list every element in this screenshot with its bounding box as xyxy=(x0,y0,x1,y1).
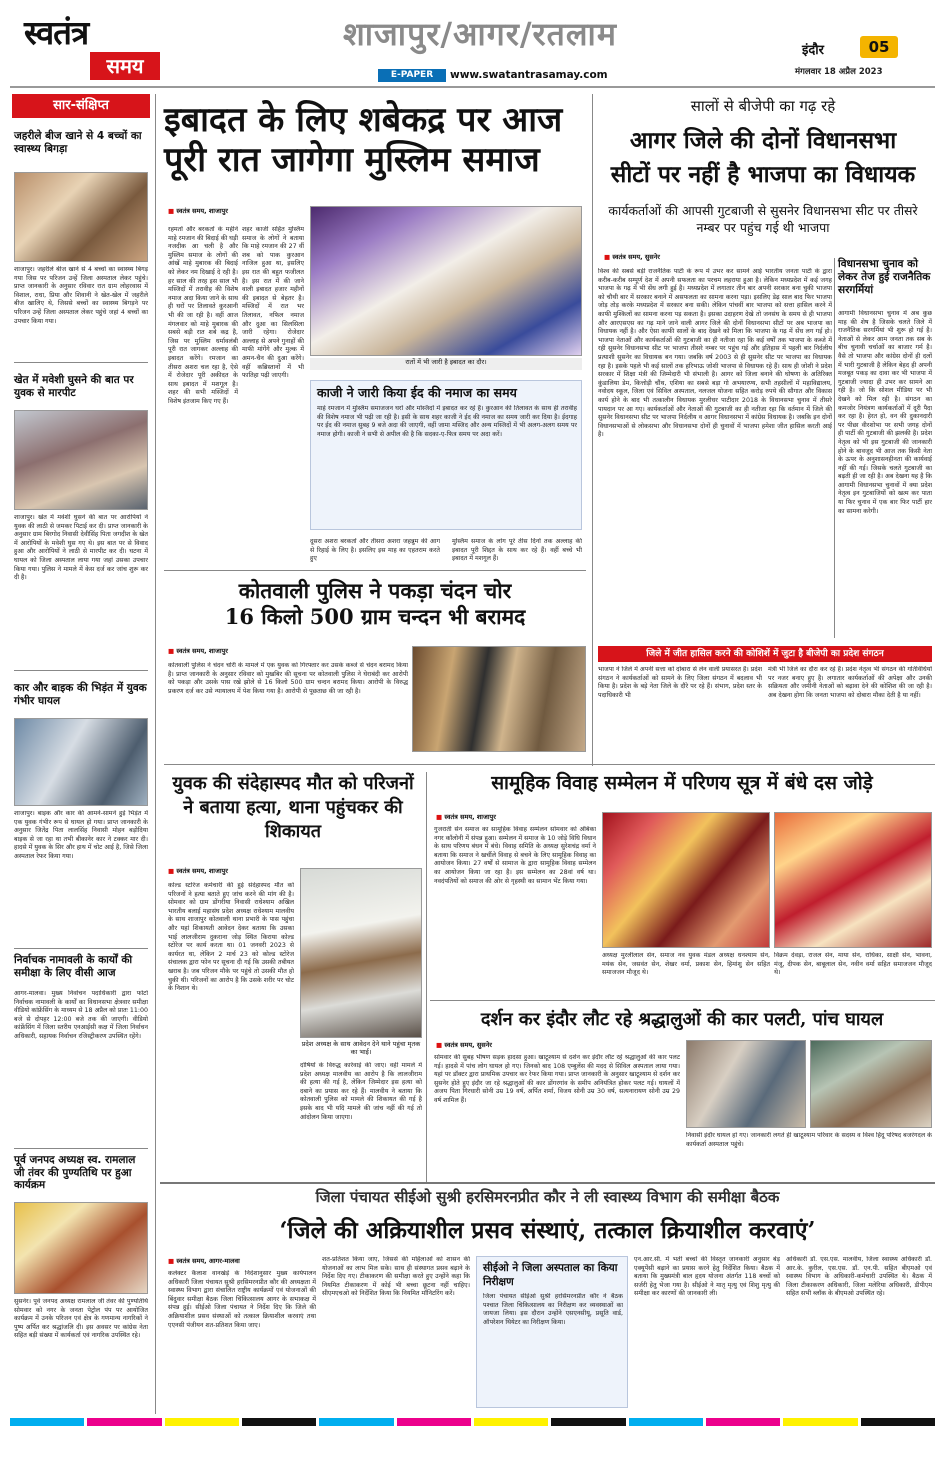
sidebar-item-text: शाजापुर। बाइक और कार की आमने-सामने हुई भिड़ंत में एक युवक गंभीर रूप से घायल हो गया। प्राप्त जानकारी के अनुसार जितेंद्र पिता लालसिंह निवासी मोहन बड़ोदिया बाइक से जा रहा था तभी बीकानेर कार ने टक्कर मार दी। हादसे में युवक के सिर और हाथ में चोट आई है, जिसे जिला अस्पताल रेफर किया गया। xyxy=(14,810,148,860)
accident-photo-left xyxy=(686,1040,806,1128)
health-col1: कलेक्टर कैलाश वानखेड़े के निर्देशानुसार मुख्य कार्यपालन अधिकारी जिला पंचायत सुश्री हरसिमरनप्रीत कौर की अध्यक्षता में स्वास्थ्य विभाग द्वारा संचालित राष्ट्रीय कार्यक्रमों एवं योजनाओं की बिंदुवार समीक्षा बैठक जिला चिकित्सालय आगर के सभाकक्ष में संपन्न हुई। सीईओ जिला पंचायत ने निर्देश दिए कि जिले की अक्रियाशील प्रसव संस्थाओं को तत्काल क्रियाशील करवाएं तथा एएनसी पंजीयन शत-प्रतिशत किया जाए। xyxy=(168,1270,316,1329)
sidebar-item-photo xyxy=(14,172,148,262)
police-text: कोतवाली पुलिस ने चंदन चोरी के मामले में एक युवक को गिरफ्तार कर उसके कब्जे से चंदन बरामद किया है। प्राप्त जानकारी के अनुसार रविवार को मुखबिर की सूचना पर कोतवाली पुलिस ने घेराबंदी कर आरोपी को पकड़ा और उसके पास रखे झोले से 16 किलो 500 ग्राम चन्दन बरामद किया। आरोपी के विरुद्ध प्रकरण दर्ज कर उसे न्यायालय में पेश किया गया है। आरोपी से पूछताछ की जा रही है। xyxy=(168,662,408,695)
sidebar-item-photo xyxy=(14,1202,148,1294)
wedding-caption-left: अध्यक्ष मुरलीलाल सेन, समाज नव युवक मंडल अध्यक्ष धनश्याम सेन, मयंक सेन, जसवंत सेन, शेखर वर्मा, प्रकाश सेन, हिमांशु सेन सहित समाजजन मौजूद थे। xyxy=(602,952,770,977)
sidebar-item-photo xyxy=(14,718,148,806)
edition-city: इंदौर xyxy=(802,43,824,58)
bjp-sub-col2: मंत्री भी जिले का दौरा कर रहे हैं। प्रदेश नेतृत्व भी संगठन की गतिविधियों पर नजर बनाए हुए है। लगातार कार्यकर्ताओं की अपेक्षा और उनकी सक्रियता और जमीनी नेताओं को बढ़ावा देने की कोशिश की जा रही है। अब देखना होगा कि जनता भाजपा को दोबारा मौका देती है या नहीं। xyxy=(768,666,932,699)
wedding-text: गुजराती सेन समाज का सामूहिक विवाह सम्मेलन सोमवार को अंबिका नगर कॉलोनी में संपन्न हुआ। सम्मेलन में समाज के 10 जोड़े विधि विधान के साथ परिणय बंधन में बंधे। विवाह समिति के अध्यक्ष सुरेशचंद्र वर्मा ने बताया कि समाज ने खर्चीले विवाह से बचने के लिए सामूहिक विवाह का आयोजन किया। 27 वर्षों से सामाज के द्वारा सामूहिक विवाह सम्मेलन का आयोजन किया जा रहा है। इस सम्मेलन का 28वां वर्ष था। नवदंपतियों को समाज की ओर से गृहस्थी का सामान भेंट किया गया। xyxy=(434,826,596,885)
issue-date: मंगलवार 18 अप्रैल 2023 xyxy=(795,67,883,77)
lead-lower-col1: दूसरा अशरा बरकतों और तीसरा अशरा जहन्नुम की आग से रिहाई के लिए है। इसलिए इस माह का एहतराम करते हुए xyxy=(310,538,440,563)
police-byline: ■ स्वतंत्र समय, शाजापुर xyxy=(168,646,228,655)
sidebar-item-headline: कार और बाइक की भिड़ंत में युवक गंभीर घायल xyxy=(14,682,147,707)
death-col2: दोषियों के विरुद्ध कार्रवाई की जाए। वहीं मामले में प्रदेश अध्यक्ष मालवीय का आरोप है कि लालजीराम की हत्या की गई है, लेकिन जिम्मेदार इस हत्या को दबाने का प्रयास कर रहे हैं। मालवीय ने बताया कि कोतवाली पुलिस को मामले की शिकायत की गई है इसके बाद भी यदि मामले की जांच नहीं की गई तो आंदोलन किया जाएगा। xyxy=(300,1062,422,1121)
lead-box-text: माहे रमजान में मुस्लिम समाजजन घरों और मस्जिदों में इबादत कर रहे हैं। कुरआन की तिलावत के साथ ही तरावीह की विशेष नमाज भी पढ़ी जा रही है। इसी के साथ शहर काजी ने ईद की नमाज का समय जारी कर दिया है। ईदगाह पर ईद की नमाज सुबह 9 बजे अदा की जाएगी, वहीं जामा मस्जिद और अन्य मस्जिदों में भी अलग-अलग समय पर नमाज होगी। काजी ने सभी से अपील की है कि सदका-ए-फित्र समय पर अदा करें। xyxy=(317,405,577,438)
logo-bottom-text: समय xyxy=(106,54,144,78)
sidebar-divider xyxy=(14,1148,148,1149)
health-col2: शत-प्रतिशत किया जाए, जिससे की महिलाओं को शासन की योजनाओं का लाभ मिल सके। साथ ही संस्थागत प्रसव बढ़ाने के निर्देश दिए गए। टीकाकरण की समीक्षा करते हुए उन्होंने कहा कि नियमित टीकाकरण में कोई भी बच्चा छूटना नहीं चाहिए। सीएमएचओ को निर्देशित किया कि नियमित मॉनिटरिंग करें। xyxy=(322,1256,470,1298)
sidebar xyxy=(12,94,150,1414)
lead-photo xyxy=(310,206,582,356)
death-photo-caption: प्रदेश अध्यक्ष के साथ आवेदन देने थाने पहुंचा मृतक का भाई। xyxy=(301,1040,421,1056)
website-link[interactable]: www.swatantrasamay.com xyxy=(450,69,608,81)
page-number: 05 xyxy=(860,36,898,58)
sidebar-item-headline: जहरीले बीज खाने से 4 बच्चों का स्वास्थ्य बिगड़ा xyxy=(14,130,142,155)
lead-box xyxy=(310,380,582,530)
accident-headline: दर्शन कर इंदौर लौट रहे श्रद्धालुओं की कार पलटी, पांच घायल xyxy=(480,1009,884,1030)
epaper-label: E-PAPER xyxy=(378,69,446,82)
police-headline-line1: कोतवाली पुलिस ने पकड़ा चंदन चोर xyxy=(238,578,512,603)
wedding-byline: ■ स्वतंत्र समय, शाजापुर xyxy=(436,812,496,821)
lead-lower-col2: मुस्लिम समाज के लोग पूरे तीस दिनों तक अल्लाह की इबादत पूरी शिद्दत के साथ कर रहे हैं। वहीं बच्चे भी इबादत में मशगूल हैं। xyxy=(452,538,582,563)
health-kicker: जिला पंचायत सीईओ सुश्री हरसिमरनप्रीत कौर ने ली स्वास्थ्य विभाग की समीक्षा बैठक xyxy=(315,1188,780,1206)
health-headline: ‘जिले की अक्रियाशील प्रसव संस्थाएं, तत्काल क्रियाशील करवाएं’ xyxy=(279,1217,816,1244)
police-headline-line2: 16 किलो 500 ग्राम चन्दन भी बरामद xyxy=(224,604,526,629)
death-byline: ■ स्वतंत्र समय, शाजापुर xyxy=(168,866,228,875)
accident-photo-right xyxy=(810,1040,932,1128)
lead-divider xyxy=(164,570,586,571)
sidebar-item-headline: निर्वाचक नामावली के कार्यों की समीक्षा के लिए वीसी आज xyxy=(14,954,133,979)
accident-text: सोमवार की सुबह भीषण सड़क हादसा हुआ। खाटूश्याम से दर्शन कर इंदौर लौट रहे श्रद्धालुओं की कार पलट गई। हादसे में पांच लोग घायल हो गए। जिनको बाद 108 एम्बुलेंस की मदद से सिविल अस्पताल लाया गया। यहां पर डॉक्टर द्वारा प्राथमिक उपचार कर रेफर किया गया। प्राप्त जानकारी के अनुसार खाटूश्याम से दर्शन कर सुसनेर होते हुए इंदौर जा रहे श्रद्धालुओं की कार डोंगरगांव के समीप अनियंत्रित होकर पलट गई। घायलों में अजय पिता गिरधारी सोनी उम्र 19 वर्ष, अर्पित शर्मा, विजय सोनी उम्र 30 वर्ष, सत्यनारायण सोनी उम्र 29 वर्ष शामिल हैं। xyxy=(434,1054,680,1104)
bjp-side-rule xyxy=(834,258,835,638)
bjp-side-headline: विधानसभा चुनाव को लेकर तेज हुई राजनैतिक सरगर्मियां xyxy=(838,258,931,296)
center-rule xyxy=(426,772,427,1182)
health-top-rule xyxy=(160,1182,935,1184)
sidebar-item-text: आगर-मालवा। मुख्य निर्वाचन पदाधिकारी द्वारा फोटो निर्वाचक नामावली के कार्यों का विधानसभा क्षेत्रवार समीक्षा वीडियो कांफ्रेंसिंग के माध्यम से 18 अप्रैल को प्रातः 11:00 बजे से दोपहर 12:00 बजे तक की जाएगी। वीडियो कांफ्रेंसिंग में जिला स्तरीय एनआईसी कक्ष में जिला निर्वाचन अधिकारी, सहायक निर्वाचन रजिस्ट्रीकरण उपस्थित रहेंगे। xyxy=(14,990,148,1040)
sidebar-item-photo xyxy=(14,410,148,510)
lead-byline: ■ स्वतंत्र समय, शाजापुर xyxy=(168,206,228,215)
health-byline: ■ स्वतंत्र समय, आगर-मालवा xyxy=(168,1256,240,1265)
edition-title: शाजापुर/आगर/रतलाम xyxy=(343,15,617,53)
health-box-text: जिला पंचायत सीईओ सुश्री हरसिमरनप्रीत कौर ने बैठक पश्चात जिला चिकित्सालय का निरीक्षण कर व्यवस्थाओं का जायजा लिया। इस दौरान उन्होंने एसएनसीयू, प्रसूति वार्ड, ऑपरेशन थियेटर का निरीक्षण किया। xyxy=(483,1293,623,1326)
sidebar-divider xyxy=(14,948,148,949)
bjp-side-text: आगामी विधानसभा चुनाव में अब कुछ माह की शेष है जिसके चलते जिले में राजनैतिक सरगर्मियां भी शुरू हो गई है। नेताओं से लेकर आम जनता तक सब के बीच चुनावी चर्चाओं का बाजार गर्म है। वैसे तो भाजपा और कांग्रेस दोनों ही दलों में भारी गुटबाजी है लेकिन बेहद ही अपनी मजबूत पकड़ का दावा कर भी भाजपा में गुटबाजी ज्यादा ही उभर कर सामने आ रही है। जो कि सोशल मीडिया पर भी देखने को मिल रही है। संगठन का कमजोर नियंत्रण कार्यकर्ताओं में दूरी पैदा कर रहा है। हेरत हो, वन की दुकानदारी पर पीछा वीरशोभा पर सभी जगह दोनों ही पार्टी की गुटबाजी की झलकी है। प्रदेश नेतृत्व को भी इस गुटबाजी की जानकारी होने के बावजूद भी आज तक किसी नेता के ऊपर के अनुशासनहीनता की कार्यवाई नहीं की गई। जिसके चलते गुटबाजी का बढ़ती ही जा रही है। अब देखना यह है कि आगामी विधानसभा चुनावों में क्या प्रदेश नेतृत्व इन गुटबाजियों को खत्म कर पाता या फिर चुनाव में एक बार फिर पार्टी हार का सामना करेगी। xyxy=(838,310,932,515)
bjp-kicker: सालों से बीजेपी का गढ़ रहे xyxy=(690,97,836,115)
lead-col1: रहमतों और बरकतों के महीने माहे रमजान की बिदाई की घड़ी नजदीक आ चली है और मुस्लिम समाज के लोगों की आंखें माहे मुबारक की बिदाई को लेकर नम दिखाई दे रही है। हर साल की तरह इस साल भी मस्जिदों में तरावीह की विशेष नमाज अदा किया जाने के साथ ही घरों पर तिलावते कुरआनी भी की जा रही है। वहीं आज मंगलवार को माहे मुबारक की सबसे बड़ी रात शबे कद्र है, जिस पर मुस्लिम धर्मावलंबी पूरी रात जागकर अल्लाह की इबादत करेंगे। रमजान का तीसरा अशरा चल रहा है, ऐसे में रोजेदार पूरी अकीदत के साथ इबादत में मशगूल है। शहर की सभी मस्जिदों में विशेष इंतजाम किए गए हैं। xyxy=(168,226,238,405)
sidebar-item-text: शाजापुर। खेत में मवेशी घुसने की बात पर आरोपियों ने युवक की लाठी से जमकर पिटाई कर दी। प्राप्त जानकारी के अनुसार ग्राम बिरगोद निवासी देवीसिंह पिता जगदीश के खेत में आरोपियों के मवेशी घुस गए थे। इस बात पर से विवाद हुआ और आरोपियों ने लाठी से मारपीट कर दी। घटना में घायल को जिला अस्पताल लाया गया जहां उसका उपचार किया गया। पुलिस ने मामले में केस दर्ज कर जांच शुरू कर दी है। xyxy=(14,514,148,582)
health-box xyxy=(476,1256,628,1408)
bjp-text: विश्व की सबसे बड़ी राजनैतिक पार्टी के रूप में उभर कर सामने आई भारतीय जनता पार्टी के द्वारा करीब-करीब सम्पूर्ण देश में अपनी सफलता का परचम लहराया हुआ है। लेकिन मध्यप्रदेश में कई जगह भाजपा के गढ़ में भी सेंध लगी हुई है। मध्यप्रदेश में लगातार तीन बार अपनी सरकार बना चुकी भाजपा को चौथी बार में सरकार बनाने में असफलता का सामना करना पड़ा। इसलिए डेढ़ साल बाद फिर भाजपा जोड़ तोड़ करके मध्यप्रदेश में सरकार बना सकी। लेकिन पांचवीं बार भाजपा को सत्ता हासिल करने में काफी मुश्किलों का सामना करना पड़ सकता है। इसका उदाहरण देखे तो जनसंघ के समय से ही भाजपा और आरएसएस का गढ़ माने जाने वाली आगर जिले की दोनों विधानसभा सीटों पर अब भाजपा का विधायक नहीं है। और ऐसा काफी सालों के बाद देखने को मिला कि भाजपा के गढ़ में सेंध लग गई हो। भाजपा नेताओं और कार्यकर्ताओं की गुटबाजी का ही नतीजा रहा कि कई वर्षों तक भाजपा के कब्जे में रही सुसनेर विधानसभा सीट पर भाजपा तीसरे नम्बर पर पहुंच गई और इतिहास में पहली बार निर्दलीय प्रत्याशी सुसनेर का विधायक बन गया। जबकि वर्ष 2003 से ही सुसनेर सीट पर भाजपा का विधायक रहा है। इसके पहले भी कई सालों तक हरिभाऊ जोशी भाजपा से विधायक रहे हैं। साथ ही जोशी ने प्रदेश सरकार में शिक्षा मंत्री की जिम्मेदारी भी संभाली है। आगर को जिला बनाने की घोषणा के अतिरिक्त कुंडालिया डेम, कित्तोड़ी चौंथ, एशिया का सबसे बड़ा गो अभयारण्य, सभी तहसीलों में महाविद्यालय, नवोदय स्कूल, जिला एवं सिविल अस्पताल, नलजल योजना सहित करोड़ रुपये की सौगात और विकास कार्य होने के बाद भी तत्कालीन विधायक मुरलीधर पाटीदार 2018 के विधानसभा चुनाव में तीसरे पायदान पर आ गए। कार्यकर्ताओं और नेताओं की गुटबाजी का ही नतीजा रहा कि वर्तमान में जिले की सुसनेर विधानसभा सीट पर भाजपा निर्दलीय व आगर विधानसभा में कांग्रेस विधायक है। जबकि इन दोनों विधानसभाओं से लोकसभा और विधानसभा दोनों ही चुनावों में भाजपा हमेशा जीत हासिल करती आई है। xyxy=(598,268,832,439)
lead-headline: इबादत के लिए शबेकद्र पर आज पूरी रात जागेगा मुस्लिम समाज xyxy=(164,100,563,180)
health-col3: एन.आर.सी. में भर्ती बच्चों की विस्तृत जानकारी अनुसार बेड़ एक्यूपेंसी बढ़ाने का प्रयास करने हेतु निर्देशित किया। बैठक में बताया कि मुख्यमंत्री बाल हृदय योजना अंतर्गत 118 बच्चों को सर्जरी हेतु भेजा गया है। सीईओ ने मातृ मृत्यु एवं शिशु मृत्यु की समीक्षा कर कारणों की जानकारी ली। xyxy=(634,1256,780,1298)
sidebar-item-headline: खेत में मवेशी घुसने की बात पर युवक से मारपीट xyxy=(14,374,134,399)
accident-byline: ■ स्वतंत्र समय, सुसनेर xyxy=(436,1040,492,1049)
bjp-subheading: जिले में जीत हासिल करने की कोशिशें में जुटा है बीजेपी का प्रदेश संगठन xyxy=(598,646,932,662)
wedding-photo-right xyxy=(774,812,932,948)
masthead xyxy=(0,0,945,86)
wedding-caption-right: विक्रम देवड़ा, राजल सेन, माया सेन, राधिका, साक्षी सेन, भावना, मंजू, दीपक सेन, बाबूलाल सेन, नवीन वर्मा सहित समाजजन मौजूद थे। xyxy=(774,952,932,977)
bjp-divider xyxy=(430,764,935,765)
masthead-divider xyxy=(10,86,935,88)
lead-col2: शहर काजी सहित मुस्लिम समाज के लोगों ने बताया कि माहे रमजान की 27 वीं शब को पाक कुरआन नाजिल हुआ था, इसलिए इस रात की बहुत फजीलत है। इस रात में की जाने वाली इबादत हजार महीनों की इबादत से बेहतर है। मस्जिदों में रात भर तिलावत, नफिल नमाज और दुआ का सिलसिला जारी रहेगा। रोजेदार अल्लाह से अपने गुनाहों की माफी मांगेंगे और मुल्क में अमन-चैन की दुआ करेंगे। वहीं कब्रिस्तानों में भी फातिहा पढ़ी जाएगी। xyxy=(242,226,304,380)
footer-color-bar xyxy=(10,1418,935,1426)
sidebar-title: सार-संक्षिप्त xyxy=(12,94,150,118)
sidebar-divider xyxy=(14,362,148,363)
sidebar-item-text: सुसनेर। पूर्व जनपद अध्यक्ष रामलाल जी तंवर की पुण्यतिथि सोमवार को नगर के जनता पेट्रोल पंप पर आयोजित कार्यक्रम में उनके परिजन एवं क्षेत्र के गणमान्य नागरिकों ने पुष्प अर्पित कर श्रद्धांजलि दी। इस अवसर पर कांग्रेस नेता सहित बड़ी संख्या में कार्यकर्ता एवं नागरिक उपस्थित रहे। xyxy=(14,1298,148,1340)
bjp-headline-line2: सीटों पर नहीं है भाजपा का विधायक xyxy=(610,161,916,188)
bjp-headline-line1: आगर जिले की दोनों विधानसभा xyxy=(629,127,897,154)
accident-photo-caption: निवासी इंदौर घायल हो गए। जानकारी लगते ही खाटूश्याम परिवार के सदस्य व विश्व हिंदू परिषद बजरंगदल के कार्यकर्ता अस्पताल पहुंचे। xyxy=(686,1132,932,1148)
bjp-byline: ■ स्वतंत्र समय, सुसनेर xyxy=(604,252,660,261)
sidebar-divider xyxy=(14,670,148,671)
wedding-photo-left xyxy=(602,812,770,948)
wedding-divider xyxy=(430,1000,935,1001)
logo xyxy=(24,14,154,84)
health-col4: अधिकारी डॉ. एस.एस. मालवीय, जिला स्वास्थ्य अधिकारी डॉ. आर.के. कुरील, एस.एस. डॉ. एन.पी. सहित बीएमओ एवं स्वास्थ्य विभाग के अधिकारी-कर्मचारी उपस्थित थे। बैठक में जिला टीकाकरण अधिकारी, जिला मलेरिया अधिकारी, डीपीएम सहित सभी ब्लॉक के बीएमओ उपस्थित रहे। xyxy=(786,1256,932,1298)
bjp-sub-col1: भाजपा ने जिले में अपनी सत्ता को दोबारा से लेन वाली प्रयासरत है। प्रदेश संगठन ने कार्यकर्ताओं को सामने के लिए जिला संगठन में बदलाव भी किया है। प्रदेश के बड़े नेता जिले के दौरे पर रहे हैं। संभाग, प्रदेश स्तर के पदाधिकारी भी xyxy=(598,666,762,699)
logo-top-text: स्वतंत्र xyxy=(24,13,89,52)
death-photo xyxy=(300,868,422,1038)
lead-box-title: काजी ने जारी किया ईद की नमाज का समय xyxy=(317,385,517,400)
sidebar-rule xyxy=(155,94,156,1414)
lead-rule xyxy=(592,94,593,766)
death-text: कोल्ड स्टोरेज कर्मचारी की हुई संदेहास्पद मौत को परिजनों ने हत्या बताते हुए जांच करने की मांग की है। सोमवार को ग्राम डोंगरीया निवासी राधेश्याम अखिल भारतीय बलाई महासंघ प्रदेश अध्यक्ष राधेश्याम मालवीय के साथ शाजापुर कोतवाली थाना प्रभारी के पास पहुंचा और यहां शिकायती आवेदन देकर बताया कि उसका भाई लालजीराम दुकराना जोड़ स्थित किराया कोल्ड स्टोरेज पर कार्य करता था। 01 जनवरी 2023 से कार्यरत था, लेकिन 2 मार्च 23 को कोल्ड स्टोरेज संचालक द्वारा फोन पर सूचना दी गई कि उसकी तबीयत खराब है। जब परिजन मौके पर पहुंचे तो उसकी मौत हो चुकी थी। परिजनों का आरोप है कि उसके शरीर पर चोट के निशान थे। xyxy=(168,882,294,993)
health-box-title: सीईओ ने जिला अस्पताल का किया निरीक्षण xyxy=(483,1262,618,1288)
wedding-headline: सामूहिक विवाह सम्मेलन में परिणय सूत्र में बंधे दस जोड़े xyxy=(491,772,873,794)
police-photo xyxy=(412,646,586,752)
lead-photo-caption: रातों में भी जारी है इबादत का दौर। xyxy=(310,358,582,370)
bjp-deck: कार्यकर्ताओं की आपसी गुटबाजी से सुसनेर विधानसभा सीट पर तीसरे नम्बर पर पहुंच गई थी भाजपा xyxy=(608,203,918,235)
sidebar-item-headline: पूर्व जनपद अध्यक्ष स्व. रामलाल जी तंवर की पुण्यतिथि पर हुआ कार्यक्रम xyxy=(14,1154,136,1191)
sidebar-item-text: शाजापुर। जहरीले बीज खाने से 4 बच्चों का स्वास्थ्य बिगड़ गया जिस पर परिजन उन्हें जिला अस्पताल लेकर पहुंचे। प्राप्त जानकारी के अनुसार रविवार रात ग्राम लोहरवास में विशाल, राधा, प्रिया और शिवानी ने खेत-खेल में जहरीले बीज खालिए थे, जिससे बच्चों का स्वास्थ्य बिगड़ने पर परिजन उन्हें जिला अस्पताल लेकर पहुंचे जहां 4 बच्चों का उपचार किया गया। xyxy=(14,266,148,325)
death-headline: युवक की संदेहास्पद मौत को परिजनों ने बताया हत्या, थाना पहुंचकर की शिकायत xyxy=(172,773,414,842)
